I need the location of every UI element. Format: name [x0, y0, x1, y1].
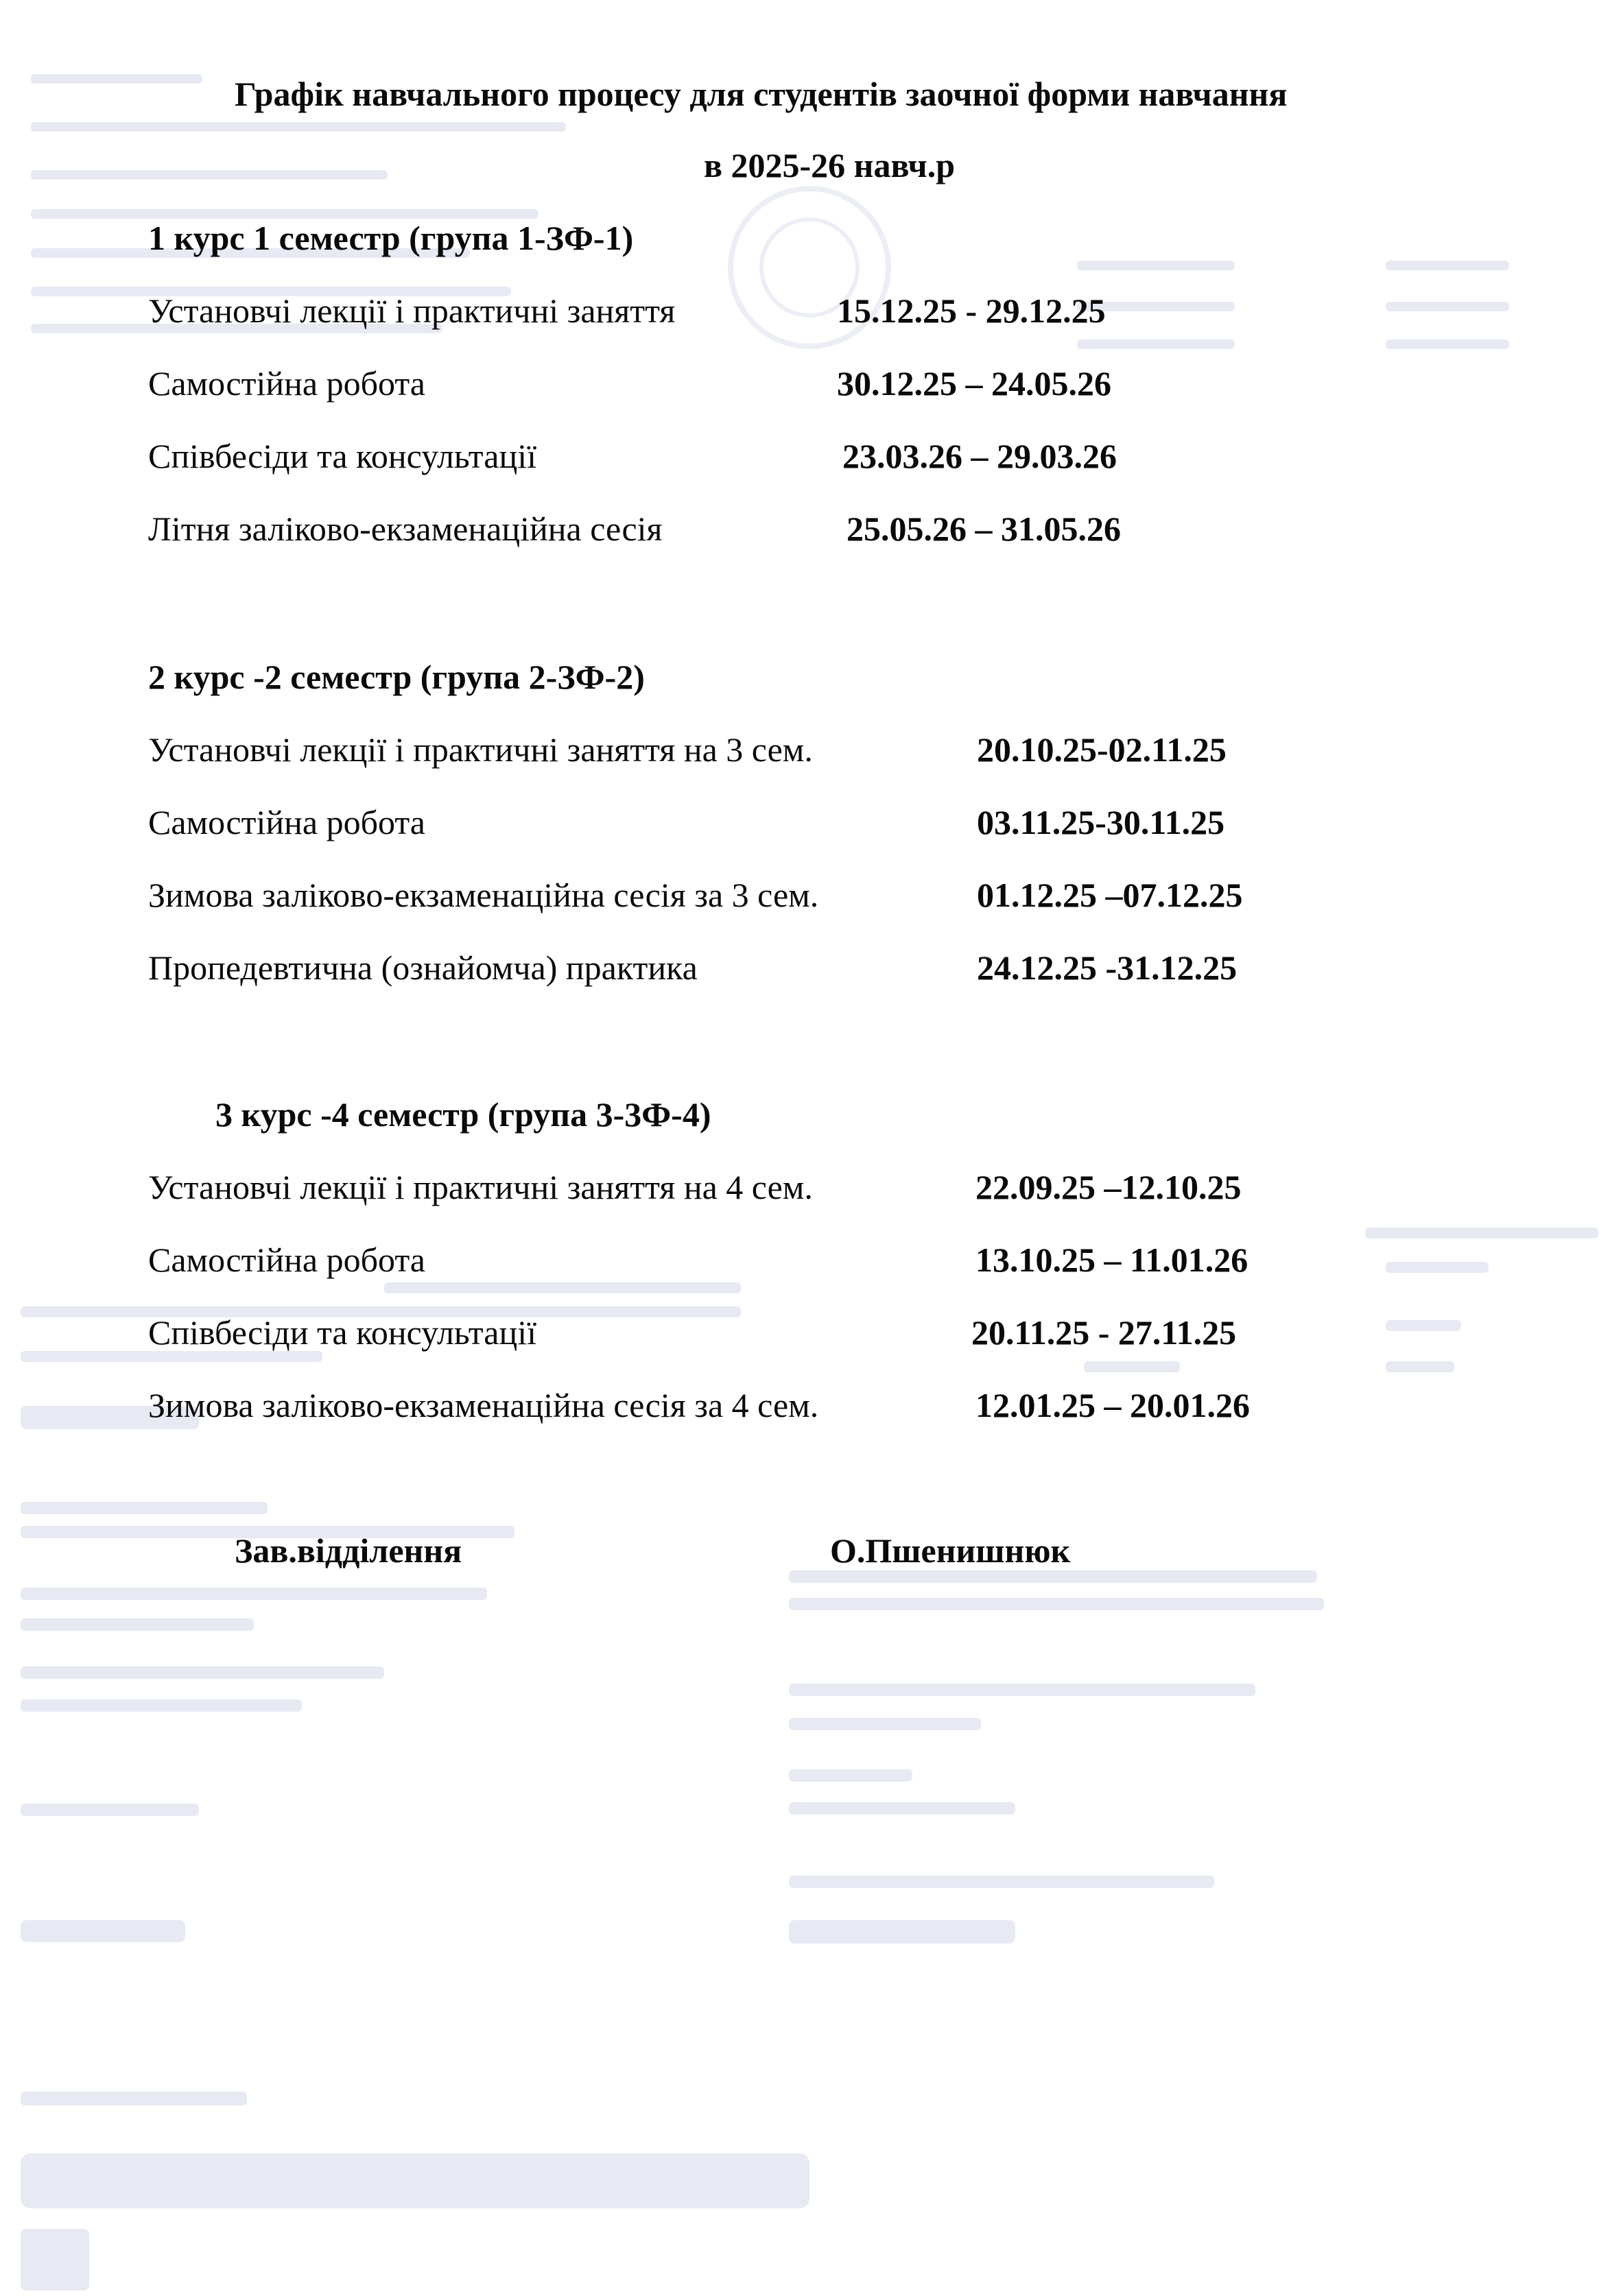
- schedule-row-dates: 15.12.25 - 29.12.25: [837, 291, 1106, 330]
- section-heading: 2 курс -2 семестр (група 2-ЗФ-2): [148, 658, 645, 696]
- schedule-row-dates: 01.12.25 –07.12.25: [977, 876, 1243, 914]
- schedule-row-label: Установчі лекції і практичні заняття: [148, 291, 676, 330]
- schedule-row-dates: 03.11.25-30.11.25: [977, 803, 1225, 841]
- document-title: Графік навчального процесу для студентів заочної форми навчання: [235, 75, 1288, 113]
- schedule-row-dates: 20.10.25-02.11.25: [977, 730, 1227, 769]
- schedule-row-dates: 25.05.26 – 31.05.26: [847, 510, 1121, 548]
- schedule-row-dates: 20.11.25 - 27.11.25: [971, 1313, 1237, 1352]
- academic-year-line: в 2025-26 навч.р: [704, 146, 956, 184]
- signature-name: О.Пшенишнюк: [830, 1531, 1071, 1570]
- schedule-row-label: Самостійна робота: [148, 803, 426, 841]
- schedule-row-dates: 23.03.26 – 29.03.26: [842, 437, 1117, 475]
- schedule-row-dates: 13.10.25 – 11.01.26: [975, 1241, 1248, 1279]
- schedule-row-label: Співбесіди та консультації: [148, 437, 536, 475]
- schedule-row-label: Пропедевтична (ознайомча) практика: [148, 948, 698, 987]
- schedule-row-label: Зимова заліково-екзаменаційна сесія за 4 сем.: [148, 1386, 819, 1424]
- schedule-row-label: Установчі лекції і практичні заняття на 4 сем.: [148, 1168, 813, 1206]
- schedule-row-label: Літня заліково-екзаменаційна сесія: [148, 510, 663, 548]
- schedule-row-label: Установчі лекції і практичні заняття на 3 сем.: [148, 730, 813, 769]
- schedule-row-dates: 24.12.25 -31.12.25: [977, 948, 1238, 987]
- schedule-row-dates: 12.01.25 – 20.01.26: [975, 1386, 1250, 1424]
- schedule-row-label: Самостійна робота: [148, 1241, 426, 1279]
- schedule-row-label: Самостійна робота: [148, 364, 426, 403]
- section-heading: 3 курс -4 семестр (група 3-3Ф-4): [215, 1095, 711, 1134]
- signature-position: Зав.відділення: [235, 1531, 462, 1570]
- schedule-row-dates: 30.12.25 – 24.05.26: [837, 364, 1111, 403]
- section-heading: 1 курс 1 семестр (група 1-ЗФ-1): [148, 219, 634, 257]
- schedule-row-label: Співбесіди та консультації: [148, 1313, 536, 1352]
- schedule-row-label: Зимова заліково-екзаменаційна сесія за 3 сем.: [148, 876, 819, 914]
- schedule-row-dates: 22.09.25 –12.10.25: [975, 1168, 1242, 1206]
